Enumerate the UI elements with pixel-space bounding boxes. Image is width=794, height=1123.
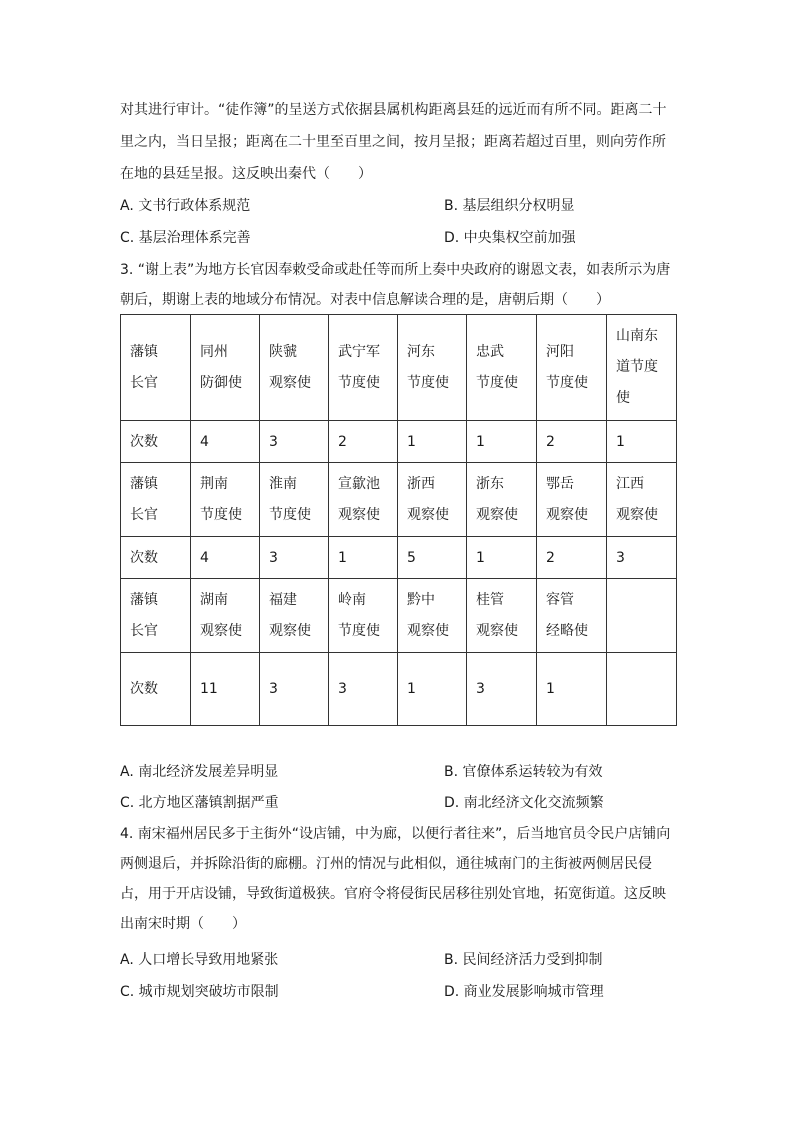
official-name: 宣歙池	[338, 475, 380, 492]
q2-option-c: C. 基层治理体系完善	[120, 230, 251, 246]
q2-stem-line-1: 对其进行审计。“徒作簿”的呈送方式依据县属机构距离县廷的远近而有所不同。距离二十	[120, 102, 667, 118]
count-label-cell: 次数	[121, 653, 191, 726]
official-cell	[537, 315, 607, 421]
official-cell	[398, 315, 467, 421]
q2-option-d: D. 中央集权空前加强	[444, 230, 576, 246]
q3-option-a: A. 南北经济发展差异明显	[120, 764, 279, 780]
official-title: 节度使	[476, 374, 518, 391]
count-cell: 1	[537, 653, 607, 726]
official-title: 节度使	[200, 506, 242, 523]
count-cell: 3	[260, 421, 329, 463]
q4-stem-line-2: 两侧退后，并拆除沿街的廊棚。汀州的情况与此相似，通往城南门的主街被两侧居民侵	[120, 856, 652, 872]
official-name: 湖南	[200, 591, 228, 608]
official-cell	[329, 579, 398, 653]
q3-stem-line-2: 朝后，期谢上表的地域分布情况。对表中信息解读合理的是，唐朝后期（ ）	[120, 292, 610, 308]
official-title: 节度使	[338, 622, 380, 639]
q4-option-a: A. 人口增长导致用地紧张	[120, 952, 279, 968]
q3-data-table	[120, 314, 677, 726]
official-title: 节度使	[269, 506, 311, 523]
official-cell	[398, 579, 467, 653]
official-cell	[329, 315, 398, 421]
q3-stem-line-1: 3. “谢上表”为地方长官因奉敕受命或赴任等而所上奏中央政府的谢恩文表，如表所示为唐	[120, 262, 671, 278]
count-cell: 4	[191, 537, 260, 579]
count-cell: 1	[607, 421, 677, 463]
table-row	[121, 653, 677, 726]
header-label-line: 长官	[130, 506, 158, 523]
official-title: 使	[616, 390, 630, 406]
header-label-cell	[121, 315, 191, 421]
official-title: 观察使	[407, 506, 449, 523]
official-title: 观察使	[200, 622, 242, 639]
official-cell	[191, 463, 260, 537]
official-title: 观察使	[476, 506, 518, 523]
official-cell	[607, 315, 677, 421]
official-name: 武宁军	[338, 343, 380, 360]
count-cell: 2	[537, 421, 607, 463]
official-name: 荆南	[200, 475, 228, 492]
q3-option-b: B. 官僚体系运转较为有效	[444, 764, 603, 780]
official-cell	[260, 579, 329, 653]
official-name: 浙西	[407, 475, 435, 492]
official-name: 河东	[407, 343, 435, 360]
official-title: 节度使	[546, 374, 588, 391]
official-cell	[398, 463, 467, 537]
count-cell: 3	[467, 653, 537, 726]
count-cell: 1	[329, 537, 398, 579]
official-title: 节度使	[338, 374, 380, 391]
official-name: 江西	[616, 475, 644, 492]
q4-option-c: C. 城市规划突破坊市限制	[120, 984, 279, 1000]
count-label-cell: 次数	[121, 537, 191, 579]
official-cell	[537, 579, 607, 653]
header-label-line: 藩镇	[130, 591, 158, 608]
official-cell	[607, 463, 677, 537]
official-title: 观察使	[476, 622, 518, 639]
q4-option-d: D. 商业发展影响城市管理	[444, 984, 604, 1000]
official-name: 岭南	[338, 591, 366, 608]
official-title: 观察使	[407, 622, 449, 639]
official-name: 容管	[546, 591, 574, 608]
count-cell: 1	[467, 421, 537, 463]
official-cell	[467, 463, 537, 537]
official-title: 经略使	[546, 622, 588, 639]
official-cell	[191, 579, 260, 653]
count-cell: 1	[467, 537, 537, 579]
official-name: 淮南	[269, 475, 297, 492]
official-cell	[467, 579, 537, 653]
official-title: 道节度	[616, 359, 658, 375]
count-cell: 5	[398, 537, 467, 579]
header-label-line: 藩镇	[130, 475, 158, 492]
empty-cell	[607, 579, 677, 653]
q4-stem-line-3: 占，用于开店设铺，导致街道极狭。官府令将侵街民居移往别处官地，拓宽街道。这反映	[120, 886, 666, 902]
table-row	[121, 315, 677, 421]
q2-option-a: A. 文书行政体系规范	[120, 198, 251, 214]
count-cell: 3	[329, 653, 398, 726]
q4-stem-line-1: 4. 南宋福州居民多于主街外“设店铺，中为廊，以便行者往来”，后当地官员令民户店铺向	[120, 826, 671, 842]
table-row	[121, 537, 677, 579]
official-title: 观察使	[269, 374, 311, 391]
official-name: 陕虢	[269, 343, 297, 360]
official-name: 山南东	[616, 328, 658, 344]
official-name: 鄂岳	[546, 475, 574, 492]
official-title: 观察使	[546, 506, 588, 523]
official-cell	[260, 315, 329, 421]
count-cell: 3	[260, 537, 329, 579]
count-cell	[607, 653, 677, 726]
official-cell	[191, 315, 260, 421]
table-row	[121, 579, 677, 653]
count-cell: 2	[329, 421, 398, 463]
official-title: 观察使	[338, 506, 380, 523]
official-cell	[260, 463, 329, 537]
count-cell: 4	[191, 421, 260, 463]
official-name: 桂管	[476, 591, 504, 608]
official-title: 观察使	[616, 506, 658, 523]
q2-stem-line-3: 在地的县廷呈报。这反映出秦代（ ）	[120, 166, 372, 182]
q2-stem-line-2: 里之内，当日呈报；距离在二十里至百里之间，按月呈报；距离若超过百里，则向劳作所	[120, 134, 666, 150]
official-title: 观察使	[269, 622, 311, 639]
q4-stem-line-4: 出南宋时期（ ）	[120, 916, 246, 932]
header-label-line: 长官	[130, 374, 158, 391]
count-cell: 2	[537, 537, 607, 579]
header-label-cell	[121, 463, 191, 537]
q3-option-d: D. 南北经济文化交流频繁	[444, 795, 604, 811]
official-cell	[467, 315, 537, 421]
official-title: 节度使	[407, 374, 449, 391]
header-label-line: 藩镇	[130, 343, 158, 360]
q2-option-b: B. 基层组织分权明显	[444, 198, 575, 214]
count-label-cell: 次数	[121, 421, 191, 463]
count-cell: 11	[191, 653, 260, 726]
count-cell: 3	[607, 537, 677, 579]
table-row	[121, 463, 677, 537]
official-name: 河阳	[546, 343, 574, 360]
official-name: 黔中	[407, 591, 435, 608]
q4-option-b: B. 民间经济活力受到抑制	[444, 952, 603, 968]
official-title: 防御使	[200, 374, 242, 391]
header-label-line: 长官	[130, 622, 158, 639]
official-name: 同州	[200, 343, 228, 360]
official-name: 浙东	[476, 475, 504, 492]
official-name: 忠武	[476, 343, 504, 360]
official-cell	[537, 463, 607, 537]
q3-option-c: C. 北方地区藩镇割据严重	[120, 795, 279, 811]
header-label-cell	[121, 579, 191, 653]
count-cell: 1	[398, 653, 467, 726]
count-cell: 1	[398, 421, 467, 463]
count-cell: 3	[260, 653, 329, 726]
official-cell	[329, 463, 398, 537]
official-name: 福建	[269, 591, 297, 608]
table-row	[121, 421, 677, 463]
